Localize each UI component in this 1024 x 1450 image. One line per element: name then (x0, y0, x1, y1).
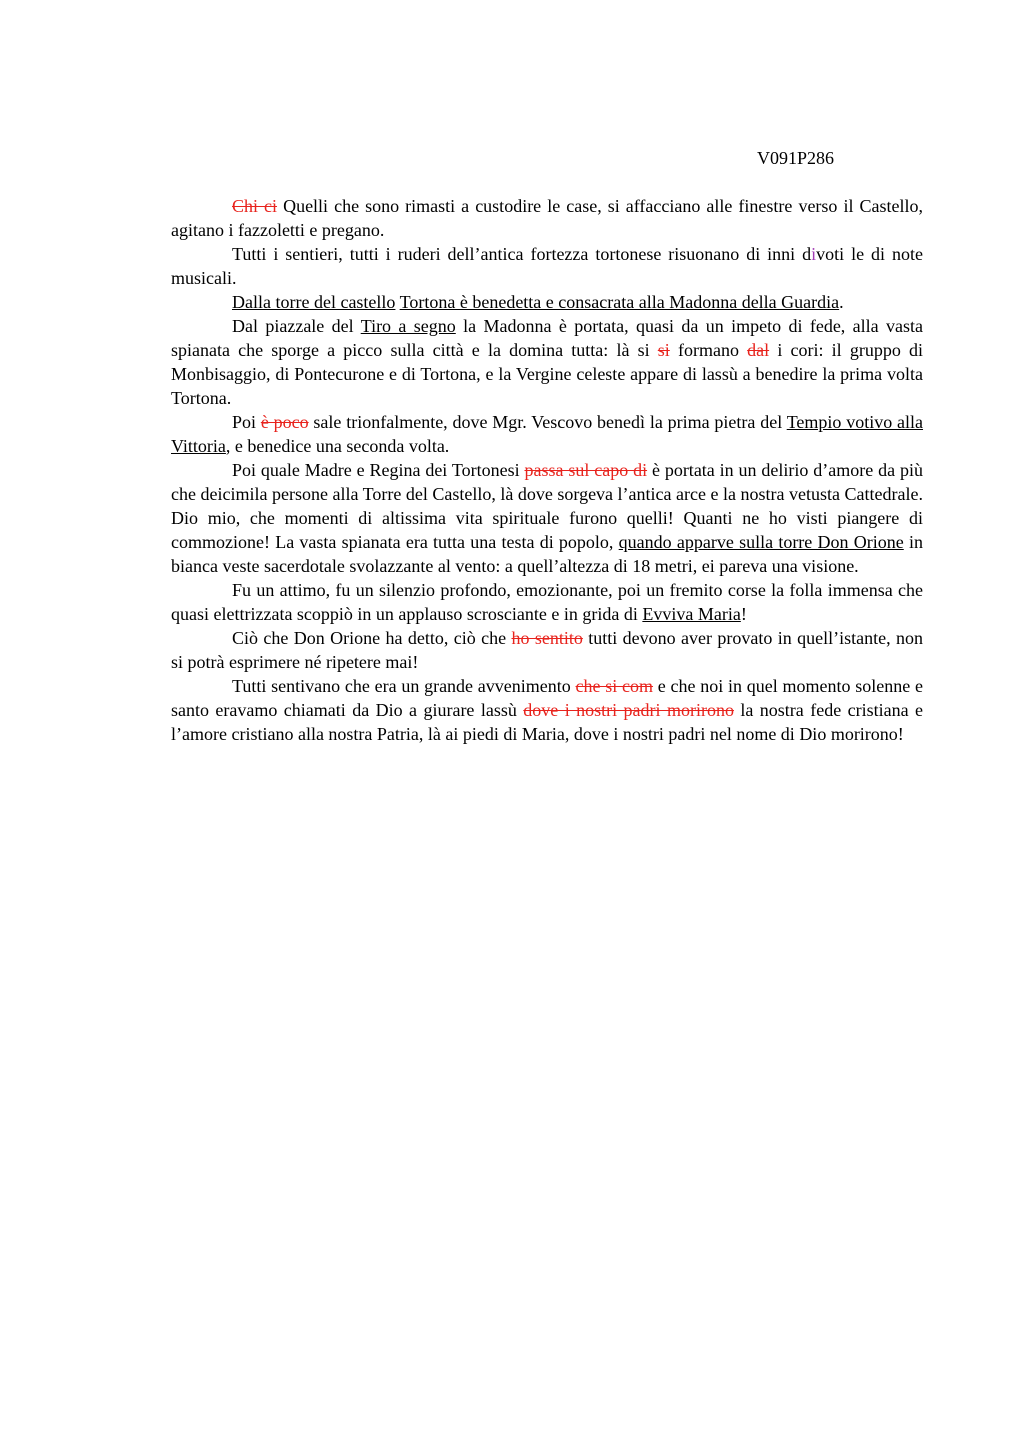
text-run: Poi (232, 412, 261, 432)
paragraph (171, 578, 923, 626)
inserted-text: i (811, 244, 817, 264)
text-run: Quelli che sono rimasti a custodire le case, si affacciano alle finestre verso il Castello, agitano i fazzoletti e pregano. (171, 196, 923, 240)
underlined-text: Dalla torre del castello (232, 292, 396, 312)
deleted-text: passa sul capo di (524, 460, 648, 480)
deleted-text: ho sentito (511, 628, 583, 648)
underlined-text: Tempio votivo alla Vittoria (171, 412, 924, 456)
paragraph (171, 626, 923, 674)
text-run: Tutti i sentieri, tutti i ruderi dell’antica fortezza tortonese risuonano di inni d (232, 244, 812, 264)
underlined-text: quando apparve sulla torre Don Orione (618, 532, 904, 552)
text-run: , e benedice una seconda volta. (225, 436, 450, 456)
text-run: Dal piazzale del (232, 316, 361, 336)
text-run: . (839, 292, 844, 312)
text-run: in bianca veste sacerdotale svolazzante al vento: a quell’altezza di 18 metri, ei pareva una visione. (171, 532, 923, 576)
text-run: Poi quale Madre e Regina dei Tortonesi (232, 460, 525, 480)
text-run: Fu un attimo, fu un silenzio profondo, emozionante, poi un fremito corse la folla immensa che quasi elettrizzata scoppiò in un applauso scrosciante e in grida di (171, 580, 923, 624)
underlined-text: Tortona è benedetta e consacrata alla Madonna della Guardia (399, 292, 840, 312)
text-run: Tutti sentivano che era un grande avvenimento (232, 676, 576, 696)
text-run: è portata in un delirio d’amore da più che deicimila persone alla Torre del Castello, là dove sorgeva l’antica arce e la nostra vetusta Cattedrale. Dio mio, che momenti di altissima vita spirituale furono quelli! Quanti ne ho visti piangere di commozione! La vasta spianata era tutta una testa di popolo, (171, 460, 923, 552)
text-run: i cori: il gruppo di Monbisaggio, di Pontecurone e di Tortona, e la Vergine celeste appare di lassù a benedire la prima volta Tortona. (171, 340, 923, 408)
text-run: la nostra fede cristiana e l’amore cristiano alla nostra Patria, là ai piedi di Maria, dove i nostri padri nel nome di Dio morirono! (171, 700, 923, 744)
text-run: Ciò che Don Orione ha detto, ciò che (232, 628, 512, 648)
paragraph (171, 194, 923, 242)
paragraph (171, 458, 923, 578)
paragraph (171, 314, 923, 410)
text-run: formano (669, 340, 748, 360)
text-run: e che noi in quel momento solenne e santo eravamo chiamati da Dio a giurare lassù (171, 676, 923, 720)
text-run: sale trionfalmente, dove Mgr. Vescovo benedì la prima pietra del (308, 412, 787, 432)
paragraph (171, 242, 923, 290)
underlined-text: Evviva Maria (642, 604, 741, 624)
deleted-text: Chi ci (232, 196, 278, 216)
deleted-text: dal (747, 340, 770, 360)
document-body (171, 194, 923, 746)
paragraph (171, 674, 923, 746)
deleted-text: è poco (260, 412, 309, 432)
text-run: tutti devono aver provato in quell’istante, non si potrà esprimere né ripetere mai! (171, 628, 923, 672)
deleted-text: che si com (575, 676, 654, 696)
text-run: voti le di note musicali. (171, 244, 923, 288)
paragraph (171, 290, 923, 314)
page-id: V091P286 (757, 148, 835, 168)
underlined-text: Tiro a segno (360, 316, 456, 336)
text-run: la Madonna è portata, quasi da un impeto di fede, alla vasta spianata che sporge a picco sulla città e la domina tutta: là si (171, 316, 924, 360)
deleted-text: dove i nostri padri morirono (523, 700, 734, 720)
deleted-text: si (657, 340, 670, 360)
text-run: ! (740, 604, 747, 624)
paragraph (171, 410, 923, 458)
